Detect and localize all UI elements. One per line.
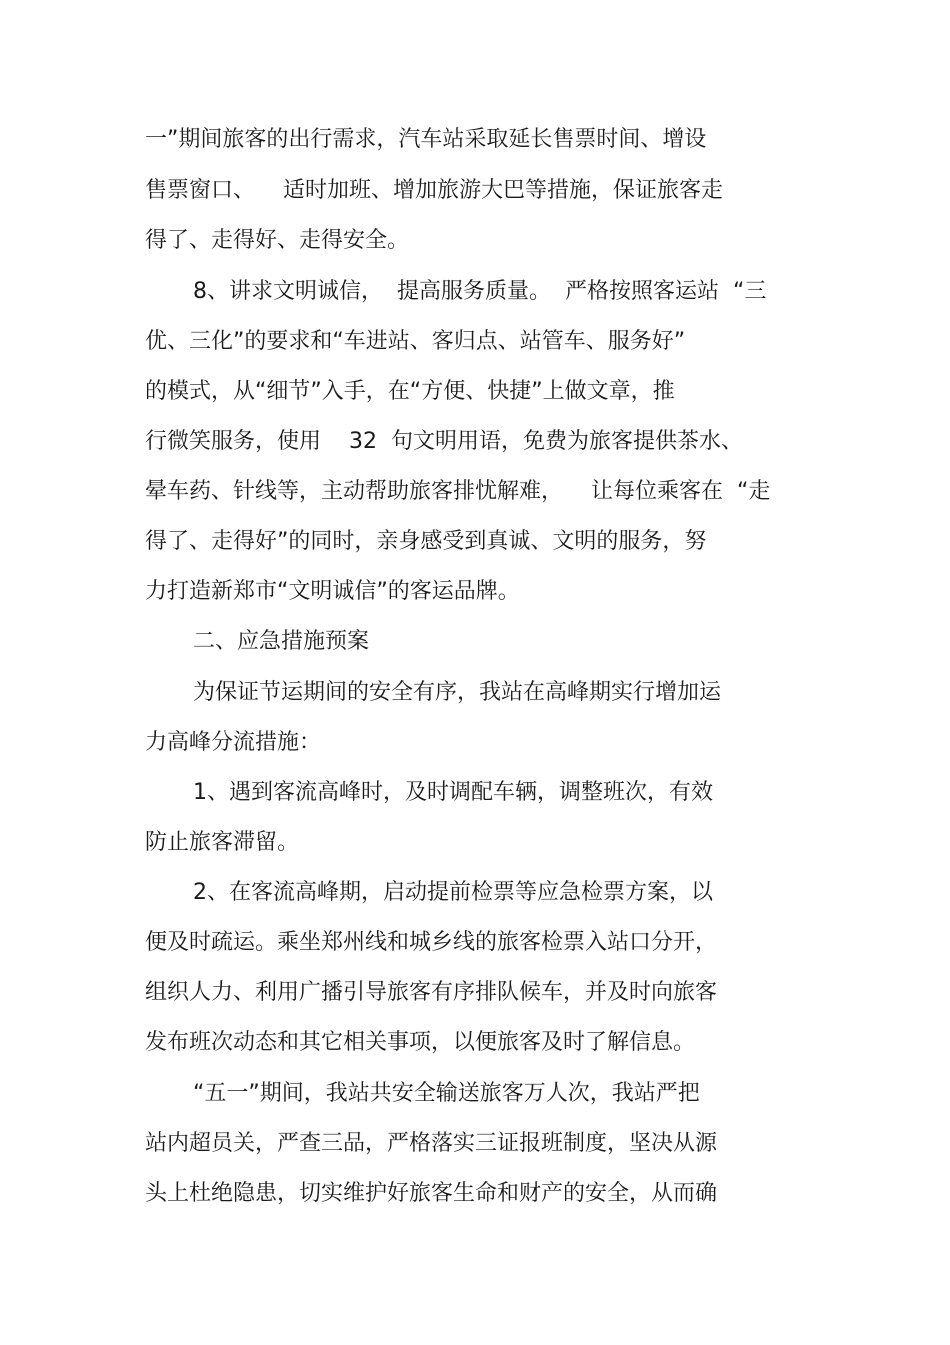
section-heading: 二、应急措施预案 bbox=[193, 629, 370, 654]
text-line: 的模式，从“细节”入手，在“方便、快捷”上做文章，推 bbox=[145, 379, 675, 404]
paragraph-start-line: 1、遇到客流高峰时，及时调配车辆，调整班次，有效 bbox=[193, 780, 713, 805]
text-line: 防止旅客滞留。 bbox=[145, 830, 300, 855]
paragraph-start-line: 8、讲求文明诚信， 提高服务质量。 严格按照客运站 “三 bbox=[193, 279, 767, 304]
text-line: 站内超员关，严查三品，严格落实三证报班制度，坚决从源 bbox=[145, 1131, 718, 1156]
text-line: 力打造新郑市“文明诚信”的客运品牌。 bbox=[145, 579, 520, 604]
text-line: 得了、走得好、走得安全。 bbox=[145, 228, 410, 253]
text-line: 一”期间旅客的出行需求，汽车站采取延长售票时间、增设 bbox=[145, 127, 707, 152]
text-line: 便及时疏运。乘坐郑州线和城乡线的旅客检票入站口分开， bbox=[145, 930, 718, 955]
paragraph-start-line: 为保证节运期间的安全有序，我站在高峰期实行增加运 bbox=[193, 680, 722, 705]
text-line: 晕车药、针线等，主动帮助旅客排忧解难， 让每位乘客在 “走 bbox=[145, 479, 771, 504]
paragraph-start-line: 2、在客流高峰期，启动提前检票等应急检票方案，以 bbox=[193, 880, 713, 905]
text-line: 力高峰分流措施： bbox=[145, 730, 322, 755]
paragraph-start-line: “五一”期间，我站共安全输送旅客万人次，我站严把 bbox=[193, 1081, 700, 1106]
text-line: 售票窗口、 适时加班、增加旅游大巴等措施，保证旅客走 bbox=[145, 178, 723, 203]
text-line: 优、三化”的要求和“车进站、客归点、站管车、服务好” bbox=[145, 329, 686, 354]
text-line: 发布班次动态和其它相关事项，以便旅客及时了解信息。 bbox=[145, 1030, 696, 1055]
text-line: 行微笑服务，使用 32 句文明用语，免费为旅客提供茶水、 bbox=[145, 429, 743, 454]
text-line: 得了、走得好”的同时，亲身感受到真诚、文明的服务，努 bbox=[145, 529, 707, 554]
text-line: 头上杜绝隐患，切实维护好旅客生命和财产的安全，从而确 bbox=[145, 1181, 718, 1206]
text-line: 组织人力、利用广播引导旅客有序排队候车，并及时向旅客 bbox=[145, 980, 718, 1005]
